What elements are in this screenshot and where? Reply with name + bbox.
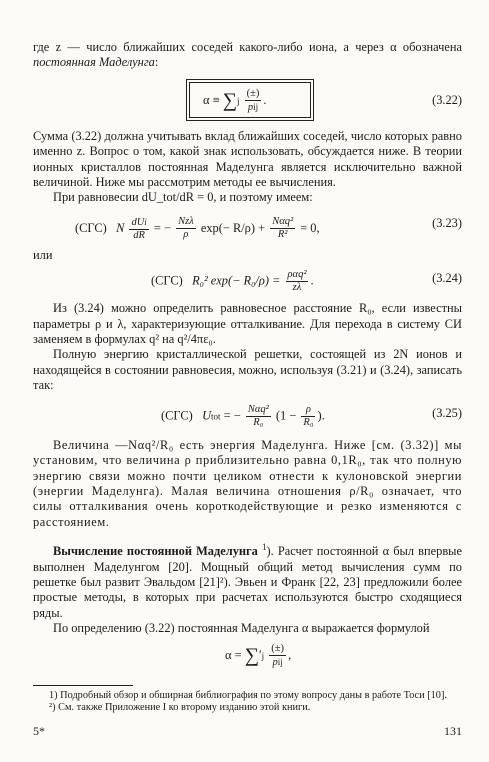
equation-3-22: α ≡ ∑j $\frac{(\pm)}{\text{pij}}$ . (3.22) <box>33 79 462 125</box>
equation-number: (3.24) <box>432 271 462 286</box>
fraction: $\frac{\text{dUi}}{dR}$ <box>131 216 147 241</box>
footnote-2: ²) См. также Приложение I ко второму изданию этой книги. <box>49 702 311 714</box>
fraction: $\frac{\text{ραq²}}{z\lambda}$ <box>287 269 307 294</box>
section-heading: Вычисление постоянной Маделунга <box>53 544 258 559</box>
fraction: $\frac{\text{Nαq²}}{\text{R²}}$ <box>272 216 294 241</box>
fraction: $\frac{\rho}{\text{R₀}}$ <box>303 403 314 428</box>
paragraph-8: Вычисление постоянной Маделунга $^1$). Расчет постоянной α был впервые выполнен Маделунгом [20]. Мощный общий метод вычисления сумм по решетке был развит Эвальдом [21]²). Эвьен и Франк [22, 23] предложили более простые методы, в которых при расчетах используются быстро сходящиеся ряды. <box>33 542 462 620</box>
paragraph-2: Сумма (3.22) должна учитывать вклад ближайших соседей, число которых равно именно z. Вопрос о том, какой знак использовать, обсуждается ниже. В теории ионных кристаллов постоянная Маделунга является исключительно важной величиной. Ниже мы рассмотрим методы ее вычисления. <box>33 128 462 190</box>
paragraph-9: По определению (3.22) постоянная Маделунга α выражается формулой <box>53 621 430 636</box>
paragraph-7: Величина —Nαq²/R₀ есть энергия Маделунга. Ниже [см. (3.32)] мы установим, что величина ρ приблизительно равна 0,1R₀, так что полную энергию связи можно почти целиком отнести к кулоновской энергии (энергии Маделунга). Малая величина отношения ρ/R₀ означает, что силы отталкивания очень короткодействующие и резко изменяются с расстоянием. <box>33 437 462 529</box>
paragraph-5: Из (3.24) можно определить равновесное расстояние R₀, если известны параметры ρ и λ, характеризующие отталкивание. Для перехода в систему СИ заменяем в формулах q² на q²/4πε₀. <box>33 301 462 347</box>
emphasis-madelung: постоянная Маделунга <box>33 55 155 70</box>
equation-number: (3.22) <box>432 92 462 107</box>
paragraph-6: Полную энергию кристаллической решетки, состоящей из 2N ионов и находящейся в состоянии равновесия, можно, используя (3.21) и (3.24), записать так: <box>33 347 462 393</box>
fraction: $\frac{(\pm)}{\text{pij}}$ <box>246 87 260 113</box>
paragraph-1: где z — число ближайших соседей какого-либо иона, а через α обозначена постоянная Маделунга: <box>33 40 462 70</box>
fraction: $\frac{(\pm)}{\text{pij}}$ <box>271 642 285 668</box>
fraction: $\frac{\text{Nαq²}}{\text{R₀}}$ <box>247 403 269 428</box>
fraction: $\frac{\text{Nzλ}}{\rho}$ <box>178 216 194 241</box>
footnote-rule <box>33 685 133 686</box>
footnote-1: 1) Подробный обзор и обширная библиография по этому вопросу даны в работе Тоси [10]. <box>49 689 447 701</box>
equation-3-24: (СГС) R₀² exp(− R₀/ρ) = $\frac{\text{ραq²}}{z\lambda}$ . (3.24) <box>151 269 462 294</box>
sum-symbol: ∑ <box>222 89 237 112</box>
page-number: 131 <box>444 724 462 738</box>
equation-number: (3.23) <box>432 215 462 230</box>
sum-symbol: ∑ <box>244 643 259 666</box>
signature-mark: 5* <box>33 724 45 738</box>
equation-madelung-sum: α = ∑′j $\frac{(\pm)}{\text{pij}}$ , <box>225 642 292 668</box>
equation-number: (3.25) <box>432 405 462 420</box>
equation-3-25: (СГС) Utot = − $\frac{\text{Nαq²}}{\text{R₀}}$ (1 − $\frac{\rho}{\text{R₀}}$ ). (3.25) <box>161 403 462 428</box>
page-body <box>33 40 462 715</box>
paragraph-or: или <box>33 247 53 262</box>
paragraph-3: При равновесии dU_tot/dR = 0, и поэтому имеем: <box>53 190 313 205</box>
equation-3-23: (СГС) N $\frac{\text{dUi}}{dR}$ = − $\frac{\text{Nzλ}}{\rho}$ exp(− R/ρ) + $\frac{\text{Nαq²}}{\text{R²}}$ = 0, (3.23) <box>75 215 462 241</box>
